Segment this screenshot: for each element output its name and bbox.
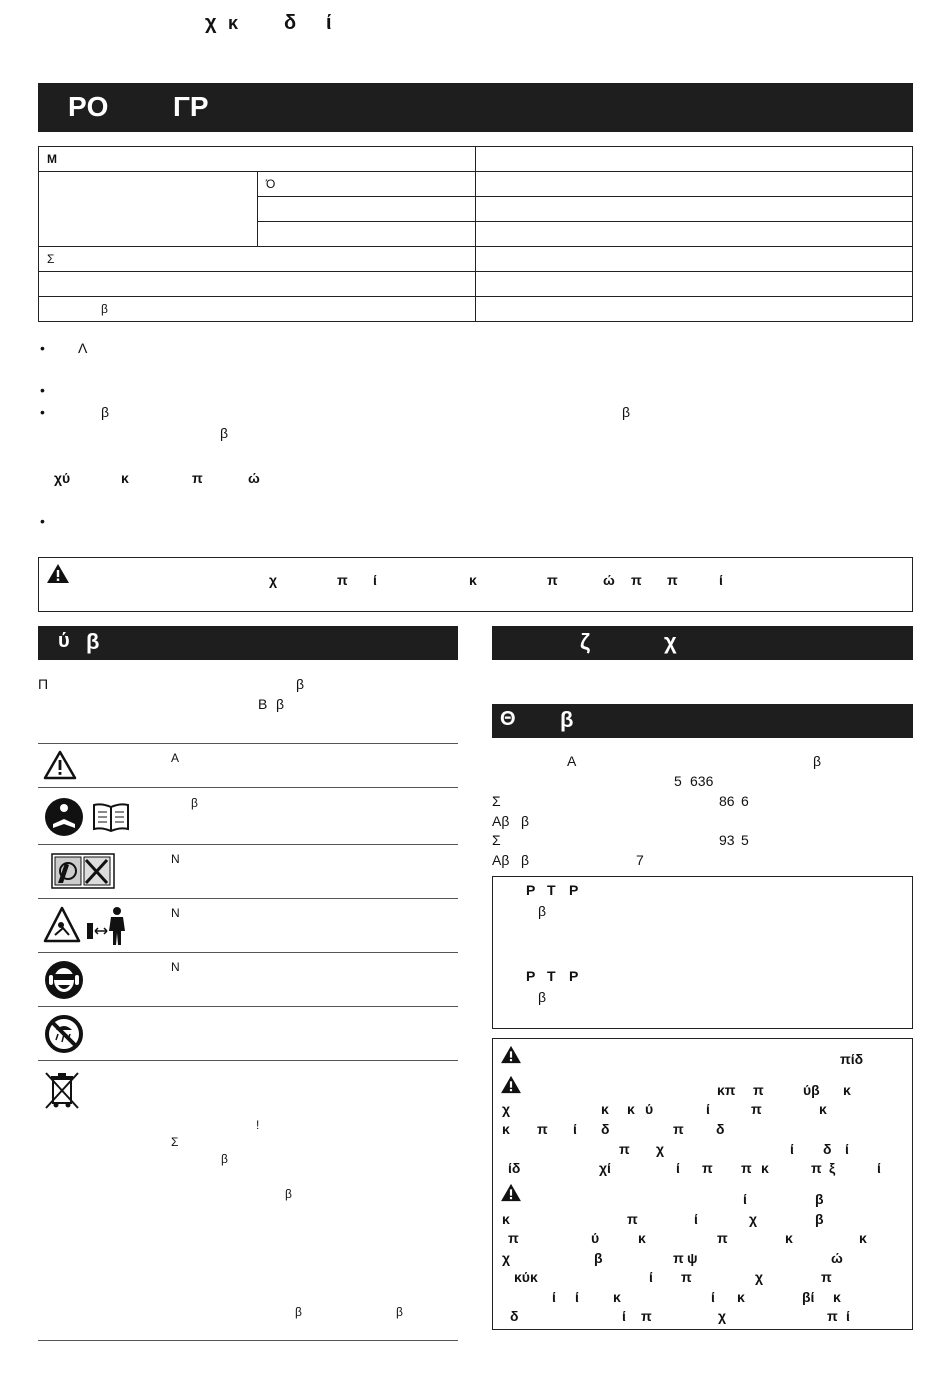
warning-text: χ: [502, 1101, 511, 1117]
spec-line: Σ: [492, 832, 501, 848]
symbols-header-text-2: β: [86, 629, 100, 654]
bullet-text: β: [220, 425, 229, 441]
spec-cell: [476, 247, 913, 272]
symbol-text: Ν: [171, 906, 180, 920]
divider: [38, 952, 458, 953]
warning-text: β: [815, 1211, 824, 1227]
warning-text: δ: [823, 1141, 832, 1157]
warning-text: ί: [846, 1308, 850, 1324]
sub-heading-4: ώ: [248, 470, 260, 486]
warning-word: κ: [469, 572, 477, 588]
spec-line: Σ: [492, 793, 501, 809]
right-header-2-text-2: β: [560, 707, 574, 732]
warning-word: π: [631, 572, 642, 588]
warning-text: ύβ: [803, 1082, 820, 1098]
bullet-text: β: [101, 404, 110, 420]
warning-word: χ: [269, 572, 278, 588]
warning-text: κ: [502, 1211, 510, 1227]
warning-text: ί: [711, 1289, 715, 1305]
warning-text: ψ: [687, 1250, 698, 1266]
disposal-text: β: [295, 1305, 302, 1319]
symbol-text: Ν: [171, 960, 180, 974]
warning-triangle-icon: [500, 1183, 522, 1202]
disposal-text: Σ: [171, 1135, 179, 1149]
note-label: Τ: [547, 882, 556, 898]
top-title-3: δ: [284, 12, 297, 34]
warning-text: κ: [785, 1230, 793, 1246]
note-text: β: [538, 989, 547, 1005]
warning-banner: [38, 557, 913, 612]
disposal-text: β: [396, 1305, 403, 1319]
spec-line: 636: [690, 773, 714, 789]
intro-text: Β: [258, 696, 268, 712]
note-text: β: [538, 903, 547, 919]
warning-text: χ: [755, 1269, 764, 1285]
warning-word: ί: [719, 572, 723, 588]
warning-box: [492, 1038, 913, 1330]
hand-blade-danger-icon: [51, 853, 115, 889]
warning-text: ί: [694, 1211, 698, 1227]
eye-ear-protection-icon: [44, 960, 84, 1000]
warning-text: π: [753, 1082, 764, 1098]
warning-text: ί: [622, 1308, 626, 1324]
spec-cell: [39, 272, 476, 297]
warning-text: κ: [502, 1121, 510, 1137]
note-label: Ρ: [569, 968, 579, 984]
warning-triangle-icon: [500, 1045, 522, 1064]
warning-text: ί: [845, 1141, 849, 1157]
spec-line: β: [521, 813, 530, 829]
symbols-section-header: [38, 626, 458, 660]
spec-cell: [39, 172, 258, 247]
bullet-dot: •: [40, 382, 45, 398]
divider: [38, 898, 458, 899]
spec-line: Α: [567, 753, 577, 769]
warning-text: κύκ: [514, 1269, 538, 1285]
warning-text: π: [741, 1160, 752, 1176]
intro-text: Π: [38, 676, 49, 692]
spec-line: 86: [719, 793, 735, 809]
bullet-dot: •: [40, 404, 45, 420]
warning-text: ύ: [591, 1230, 600, 1246]
divider: [38, 844, 458, 845]
warning-text: ί: [743, 1191, 747, 1207]
warning-text: ί: [573, 1121, 577, 1137]
symbol-text: Α: [171, 751, 180, 765]
warning-text: κ: [859, 1230, 867, 1246]
warning-word: ί: [373, 572, 377, 588]
spec-cell: [476, 272, 913, 297]
warning-text: κ: [638, 1230, 646, 1246]
warning-text: χ: [656, 1141, 665, 1157]
warning-text: π: [681, 1269, 692, 1285]
warning-text: ί: [790, 1141, 794, 1157]
bullet-dot: •: [40, 513, 45, 529]
warning-text: π: [508, 1230, 519, 1246]
spec-cell: [258, 197, 476, 222]
warning-text: χ: [749, 1211, 758, 1227]
warning-text: δ: [601, 1121, 610, 1137]
top-title-2: κ: [228, 13, 239, 33]
warning-text: ί: [552, 1289, 556, 1305]
warning-text: π: [751, 1101, 762, 1117]
warning-triangle-icon: [43, 750, 77, 780]
warning-text: ί: [706, 1101, 710, 1117]
spec-line: 93: [719, 832, 735, 848]
warning-text: κ: [819, 1101, 827, 1117]
no-rain-icon: [44, 1014, 84, 1054]
right-section-header-1: [492, 626, 913, 660]
bullet-dot: •: [40, 340, 45, 356]
intro-text: β: [276, 696, 285, 712]
warning-text: κ: [833, 1289, 841, 1305]
warning-text: π: [821, 1269, 832, 1285]
warning-text: κ: [601, 1101, 609, 1117]
symbols-header-text-1: ύ: [58, 630, 70, 652]
warning-text: ίδ: [508, 1160, 521, 1176]
spec-cell: [476, 172, 913, 197]
right-header-1-text-1: ζ: [580, 629, 591, 654]
warning-text: π: [717, 1230, 728, 1246]
spec-cell: Μ: [39, 147, 476, 172]
divider: [38, 787, 458, 788]
symbol-text: β: [191, 796, 198, 810]
spec-line: 6: [741, 793, 749, 809]
right-header-1-text-2: χ: [664, 629, 677, 654]
spec-cell: [476, 297, 913, 322]
warning-text: π: [673, 1121, 684, 1137]
divider: [38, 1060, 458, 1061]
right-header-2-text-1: Θ: [500, 708, 516, 730]
main-header-bar: [38, 83, 913, 132]
warning-word: π: [337, 572, 348, 588]
warning-text: κ: [627, 1101, 635, 1117]
warning-word: π: [667, 572, 678, 588]
spec-line: 7: [636, 852, 644, 868]
warning-text: β: [594, 1250, 603, 1266]
warning-text: χί: [599, 1160, 611, 1176]
warning-text: δ: [510, 1308, 519, 1324]
warning-text: π: [827, 1308, 838, 1324]
warning-text: π: [811, 1160, 822, 1176]
divider: [38, 1340, 458, 1341]
spec-cell: [476, 197, 913, 222]
warning-text: ί: [649, 1269, 653, 1285]
warning-text: ώ: [831, 1250, 843, 1266]
spec-line: β: [521, 852, 530, 868]
warning-text: π: [619, 1141, 630, 1157]
warning-text: κ: [843, 1082, 851, 1098]
spec-line: Αβ: [492, 852, 510, 868]
disposal-text: β: [285, 1187, 292, 1201]
spec-cell: Σ: [39, 247, 476, 272]
warning-triangle-icon: [46, 563, 70, 584]
no-waste-bin-icon: [43, 1070, 81, 1110]
note-label: Ρ: [526, 968, 536, 984]
warning-text: ί: [676, 1160, 680, 1176]
intro-text: β: [296, 676, 305, 692]
warning-text: κ: [737, 1289, 745, 1305]
warning-text: κπ: [717, 1082, 736, 1098]
warning-text: βί: [802, 1289, 815, 1305]
spec-line: Αβ: [492, 813, 510, 829]
bullet-text: Λ: [78, 340, 88, 356]
warning-triangle-icon: [500, 1075, 522, 1094]
sub-heading-2: κ: [121, 470, 129, 486]
note-label: Ρ: [526, 882, 536, 898]
warning-text: χ: [718, 1308, 727, 1324]
sub-heading-1: χύ: [54, 470, 71, 486]
keep-distance-icon: [43, 905, 129, 947]
spec-line: 5: [741, 832, 749, 848]
top-title-1: χ: [205, 12, 217, 34]
bullet-text: β: [622, 404, 631, 420]
warning-text: π: [673, 1250, 684, 1266]
sub-heading-3: π: [192, 470, 203, 486]
warning-text: ί: [575, 1289, 579, 1305]
warning-text: β: [815, 1191, 824, 1207]
warning-text: π: [641, 1308, 652, 1324]
warning-text: κ: [613, 1289, 621, 1305]
warning-text: ί: [877, 1160, 881, 1176]
note-label: Τ: [547, 968, 556, 984]
warning-text: π: [702, 1160, 713, 1176]
warning-text: κ: [761, 1160, 769, 1176]
divider: [38, 1006, 458, 1007]
divider: [38, 743, 458, 744]
warning-word: π: [547, 572, 558, 588]
right-section-header-2: [492, 704, 913, 738]
read-manual-icon: [44, 797, 130, 837]
spec-cell: [476, 222, 913, 247]
warning-text: π: [537, 1121, 548, 1137]
spec-cell: β: [39, 297, 476, 322]
warning-text: χ: [502, 1250, 511, 1266]
disposal-text: β: [221, 1152, 228, 1166]
warning-word: ώ: [603, 572, 615, 588]
note-label: Ρ: [569, 882, 579, 898]
spec-cell: Ό: [258, 172, 476, 197]
disposal-text: !: [256, 1118, 260, 1132]
spec-line: β: [813, 753, 822, 769]
spec-cell: [476, 147, 913, 172]
warning-text: πίδ: [840, 1051, 864, 1067]
warning-text: δ: [716, 1121, 725, 1137]
spec-table: [38, 146, 913, 322]
symbol-text: Ν: [171, 852, 180, 866]
warning-text: ξ: [829, 1160, 836, 1176]
note-box: [492, 876, 913, 1029]
warning-text: ύ: [645, 1101, 654, 1117]
main-header-text-2: ΓΡ: [173, 91, 209, 122]
spec-line: 5: [674, 773, 682, 789]
top-title-4: ί: [326, 12, 332, 34]
warning-text: π: [627, 1211, 638, 1227]
spec-cell: [258, 222, 476, 247]
main-header-text-1: ΡΟ: [68, 91, 109, 122]
